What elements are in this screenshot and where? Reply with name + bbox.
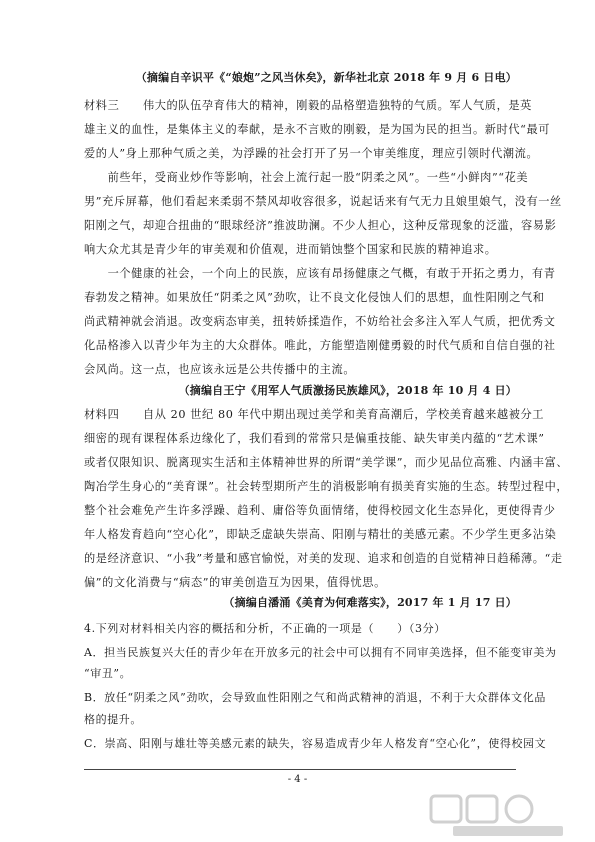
- text-line: 材料四 自从 20 世纪 80 年代中期出现过美学和美育高潮后，学校美育越来越被分工: [84, 408, 545, 421]
- page-number: - 4 -: [287, 774, 308, 785]
- watermark-logo-icon: [423, 792, 573, 840]
- text-line: 陶冶学生身心的“美育课”。社会转型期所产生的消极影响有损美育实施的生态。转型过程中，: [84, 480, 569, 493]
- text-line: 细密的现有课程体系边缘化了，我们看到的常常只是偏重技能、缺失审美内蕴的“艺术课”: [84, 432, 545, 445]
- question-stem: 4.下列对材料相关内容的概括和分析，不正确的一项是（ ）（3分）: [84, 622, 446, 635]
- text-line: 雄主义的血性，是集体主义的奉献，是永不言败的刚毅，是为国为民的担当。新时代“最可: [84, 123, 551, 136]
- option-c-line-1: C．崇高、阳刚与雄壮等美感元素的缺失，容易造成青少年人格发育“空心化”，使得校园文: [84, 737, 547, 750]
- source-citation-2: （摘编自王宁《用军人气质激扬民族雄风》，2018 年 10 月 4 日）: [178, 384, 517, 397]
- option-a-line-1: A．担当民族复兴大任的青少年在开放多元的社会中可以拥有不同审美选择，但不能变审美为: [84, 646, 557, 659]
- option-b-line-2: 格的提升。: [84, 713, 142, 726]
- text-line: 春勃发之精神。如果放任“阴柔之风”劲吹，让不良文化侵蚀人们的思想，血性阳刚之气和: [84, 291, 545, 304]
- source-citation-3: （摘编自潘涌《美育为何难落实》，2017 年 1 月 17 日）: [223, 596, 517, 609]
- option-a-line-2: “审丑”。: [84, 667, 132, 680]
- text-line: 爱的人”身上那种气质之美，为浮躁的社会打开了另一个审美维度，理应引领时代潮流。: [84, 147, 539, 160]
- text-line: 年人格发育趋向“空心化”，即缺乏虚缺失崇高、阳刚与精壮的美感元素。不少学生更多沾染: [84, 528, 557, 541]
- text-line: 会风尚。这一点，也应该永远是公共传播中的主流。: [84, 363, 356, 376]
- footer-divider: [84, 769, 516, 770]
- text-line: 响大众尤其是青少年的审美观和价值观，进而销蚀整个国家和民族的精神追求。: [84, 243, 497, 256]
- text-line: 材料三 伟大的队伍孕育伟大的精神，刚毅的品格塑造独特的气质。军人气质，是英: [84, 99, 532, 112]
- text-line: 阳刚之气，却迎合扭曲的“眼球经济”推波助澜。不少人担心，这种反常现象的泛滥，容易影: [84, 219, 557, 232]
- text-line: 男”充斥屏幕，他们看起来柔弱不禁风却收容很多，说起话来有气无力且娘里娘气，没有一丝: [84, 195, 562, 208]
- text-line: 尚武精神就会消退。改变病态审美，扭转娇揉造作，不妨给社会多注入军人气质，把优秀文: [84, 315, 556, 328]
- text-line: 一个健康的社会，一个向上的民族，应该有昂扬健康之气概，有敢于开拓之勇力，有青: [84, 267, 556, 280]
- text-line: 前些年，受商业炒作等影响，社会上流行起一股“阴柔之风”。一些“小鲜肉”“花美: [84, 171, 529, 184]
- text-line: 化品格渗入以青少年为主的大众群体。唯此，方能塑造刚健勇毅的时代气质和自信自强的社: [84, 339, 556, 352]
- option-b-line-1: B．放任“阴柔之风”劲吹，会导致血性阳刚之气和尚武精神的消退，不利于大众群体文化品: [84, 691, 546, 704]
- text-line: 或者仅限知识、脱离现实生活和主体精神世界的所谓“美学课”，而少见品位高雅、内涵丰富、: [84, 456, 569, 469]
- source-citation-1: （摘编自辛识平《“娘炮”之风当休矣》，新华社北京 2018 年 9 月 6 日电）: [135, 71, 517, 84]
- text-line: 整个社会难免产生许多浮躁、趋利、庸俗等负面情绪，使得校园文化生态异化，更使得青少: [84, 504, 556, 517]
- text-line: 的是经济意识、“小我”考量和感官愉悦，对美的发现、追求和创造的自觉精神日趋稀薄。“走: [84, 552, 563, 565]
- text-line: 偏”的文化消费与“病态”的审美创造互为因果，值得忧思。: [84, 576, 386, 589]
